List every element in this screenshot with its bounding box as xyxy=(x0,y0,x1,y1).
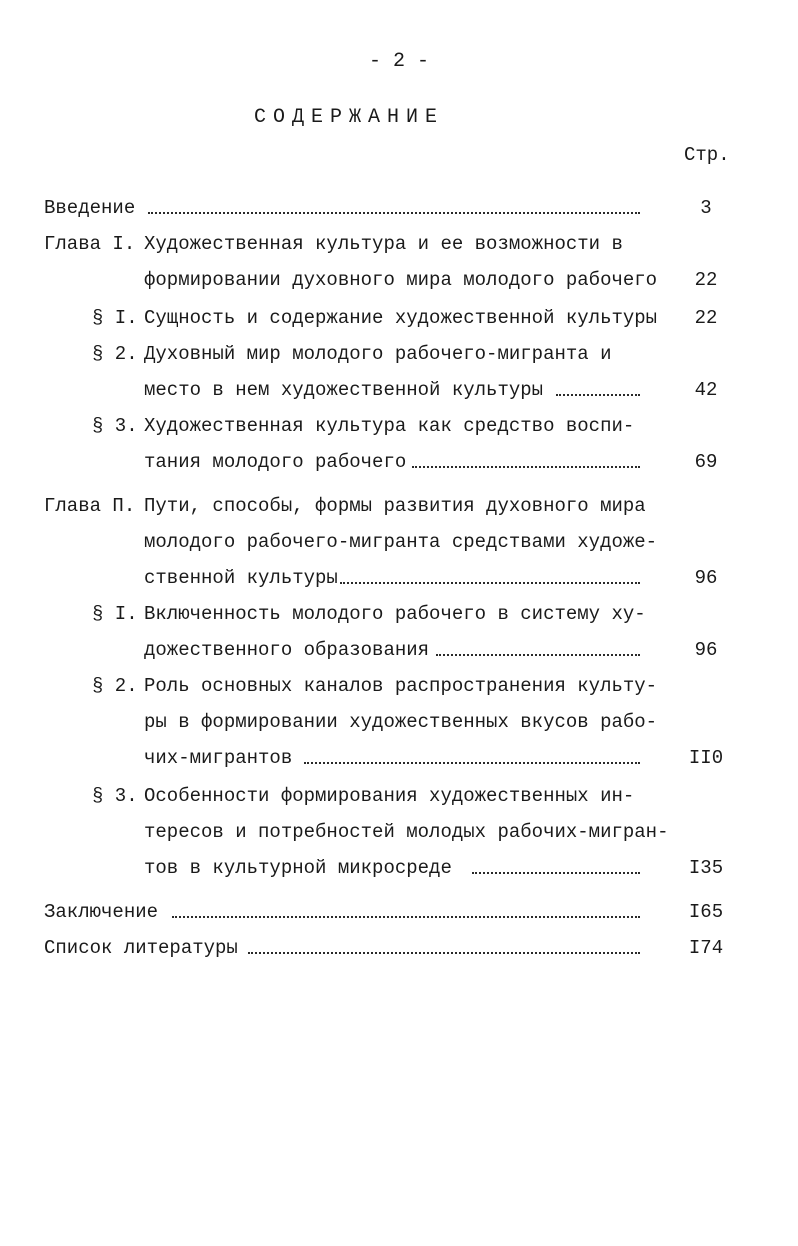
toc-page-number: 22 xyxy=(694,307,718,329)
toc-page-number: 22 xyxy=(694,269,718,291)
dot-leader xyxy=(472,866,640,874)
toc-entry-text: Включенность молодого рабочего в систему ху- xyxy=(144,603,646,625)
toc-entry-text: Художественная культура и ее возможности в xyxy=(144,233,623,255)
toc-page-number: 96 xyxy=(694,567,718,589)
toc-entry-text: дожественного образования xyxy=(144,639,430,661)
section-label: § I. xyxy=(92,307,138,329)
toc-entry-text: тов в культурной микросреде xyxy=(144,857,452,879)
toc-page-number: 96 xyxy=(694,639,718,661)
toc-page-number: 42 xyxy=(694,379,718,401)
toc-entry-text: формировании духовного мира молодого рабочего xyxy=(144,269,658,291)
toc-entry-text: ры в формировании художественных вкусов рабо- xyxy=(144,711,658,733)
section-label: § 2. xyxy=(92,343,138,365)
toc-entry-text: Духовный мир молодого рабочего-мигранта и xyxy=(144,343,612,365)
dot-leader xyxy=(248,946,640,954)
toc-entry-text: чих-мигрантов xyxy=(144,747,293,769)
dot-leader xyxy=(304,756,640,764)
dot-leader xyxy=(340,576,640,584)
toc-page-number: 69 xyxy=(694,451,718,473)
toc-page-number: II0 xyxy=(688,747,724,769)
toc-entry-text: Пути, способы, формы развития духовного мира xyxy=(144,495,646,517)
toc-entry-text: молодого рабочего-мигранта средствами художе- xyxy=(144,531,658,553)
dot-leader xyxy=(556,388,640,396)
section-label: § 2. xyxy=(92,675,138,697)
toc-page-number: I65 xyxy=(688,901,724,923)
dot-leader xyxy=(172,910,640,918)
toc-entry-label: Введение xyxy=(44,197,136,219)
toc-page-number: I74 xyxy=(688,937,724,959)
section-label: § 3. xyxy=(92,415,138,437)
page-number: - 2 - xyxy=(368,50,429,73)
toc-entry-text: Сущность и содержание художественной культуры xyxy=(144,307,658,329)
dot-leader xyxy=(412,460,640,468)
toc-page-number: I35 xyxy=(688,857,724,879)
toc-entry-text: тания молодого рабочего xyxy=(144,451,407,473)
dot-leader xyxy=(148,206,640,214)
toc-entry-text: Роль основных каналов распространения культу- xyxy=(144,675,658,697)
page-column-header: Стр. xyxy=(684,144,730,166)
dot-leader xyxy=(436,648,640,656)
toc-entry-text: ственной культуры xyxy=(144,567,338,589)
toc-entry-label: Заключение xyxy=(44,901,159,923)
chapter-label: Глава I. xyxy=(44,233,136,255)
toc-entry-text: Особенности формирования художественных ин- xyxy=(144,785,635,807)
toc-page-number: 3 xyxy=(700,197,712,219)
section-label: § I. xyxy=(92,603,138,625)
toc-title: СОДЕРЖАНИЕ xyxy=(254,106,445,129)
toc-entry-text: тересов и потребностей молодых рабочих-мигран- xyxy=(144,821,669,843)
toc-entry-text: Художественная культура как средство воспи- xyxy=(144,415,635,437)
toc-entry-text: место в нем художественной культуры xyxy=(144,379,544,401)
chapter-label: Глава П. xyxy=(44,495,136,517)
section-label: § 3. xyxy=(92,785,138,807)
toc-entry-label: Список литературы xyxy=(44,937,238,959)
